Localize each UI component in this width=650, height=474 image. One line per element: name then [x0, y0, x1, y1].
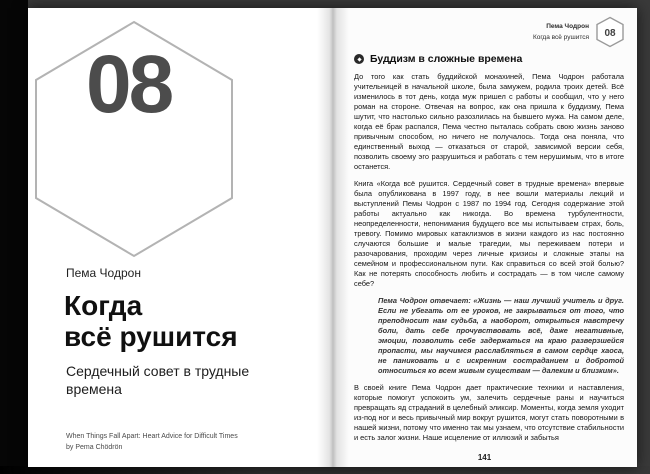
author-name: Пема Чодрон: [66, 266, 141, 280]
book-title: [64, 290, 238, 353]
header-author: Пема Чодрон: [546, 22, 589, 30]
background-left-band: [0, 0, 28, 474]
page-number: 141: [477, 453, 492, 462]
body-paragraph-2: Книга «Когда всё рушится. Сердечный совет в трудные времена» впервые была опубликована в 1997 году, в нее вошли материалы лекций и выступлений Пемы Чодрон с 1987 по 1994 год. Сегодня содержание этой работы актуально как никогда. Во времена турбулентности, неопределенности, непонимания будущего все мы испытываем страх, боль, тревогу. Помимо мировых катаклизмов в жизни каждого из нас постоянно случаются большие и малые трагедии, мы переживаем потери и разочарования, проходим через личные кризисы и сложные этапы на семейном и профессиональном пути. Как справиться со всей этой болью? Как не потерять способность любить и сострадать — в том числе самому себе?: [354, 179, 624, 288]
left-page: [28, 8, 332, 467]
book-title-line2: всё рушится: [64, 321, 238, 353]
chapter-badge-hexagon: [595, 16, 625, 48]
book-subtitle: Сердечный совет в трудные времена: [66, 363, 250, 398]
book-title-line1: Когда: [64, 290, 143, 321]
body-paragraph-1: До того как стать буддийской монахиней, Пема Чодрон работала учительницей в начальной школе, была замужем, родила троих детей. Всё изменилось в тот день, когда муж пришел с работы и сообщил, что у него роман на стороне. Отвечая на вопрос, как она пришла к буддизму, Пема шутит, что настолько сильно разозлилась на бывшего мужа. На самом деле, когда её брак распался, Пема честно пыталась собрать свою жизнь заново привычным способом, но ничего не получалось. Тогда она поняла, что единственный выход — отказаться от старой, зависимой версии себя, позволить своему эго разрушиться и работать с тем нерушимым, что в итоге останется.: [354, 72, 624, 171]
book-spread: [28, 8, 637, 467]
body-text: [354, 72, 624, 450]
right-page: [332, 8, 637, 467]
chapter-badge-number: 08: [604, 28, 616, 39]
background-bottom-band: [0, 466, 650, 474]
quote-block: Пема Чодрон отвечает: «Жизнь — наш лучший учитель и друг. Если не убегать от ее уроков, не закрываться от того, что преподносит нам судьба, а наоборот, открыться навстречу боли, дать себе прочувствовать всё, даже негативные, эмоции, позволить себе задержаться на краю разверзшейся пропасти, мы научимся расслабляться в самом сердце хаоса, не паниковать и с искренним состраданием и добротой относиться ко всем живым существам — далеким и близким».: [378, 296, 624, 375]
chapter-number: 08: [86, 39, 172, 130]
header-book-title: Когда всё рушится: [532, 34, 589, 41]
section-heading: [354, 53, 522, 65]
page-header-text: [533, 21, 589, 43]
section-marker-icon: [354, 54, 364, 64]
section-title: Буддизм в сложные времена: [370, 53, 523, 65]
body-paragraph-3: В своей книге Пема Чодрон дает практические техники и наставления, которые помогут успокоить ум, залечить сердечные раны и научиться превращать яд страданий в целебный эликсир. Моменты, когда земля уходит из-под ног и весь привычный мир вокруг рушится, могут стать поворотными в нашей жизни, потому что именно так мы узнаем, что отсутствие стабильности и есть залог жизни. Наше исцеление от иллюзий и забытья: [354, 383, 624, 442]
page-header: [533, 16, 625, 48]
original-title-note: When Things Fall Apart: Heart Advice for Difficult Times by Pema Chödrön: [66, 433, 238, 451]
